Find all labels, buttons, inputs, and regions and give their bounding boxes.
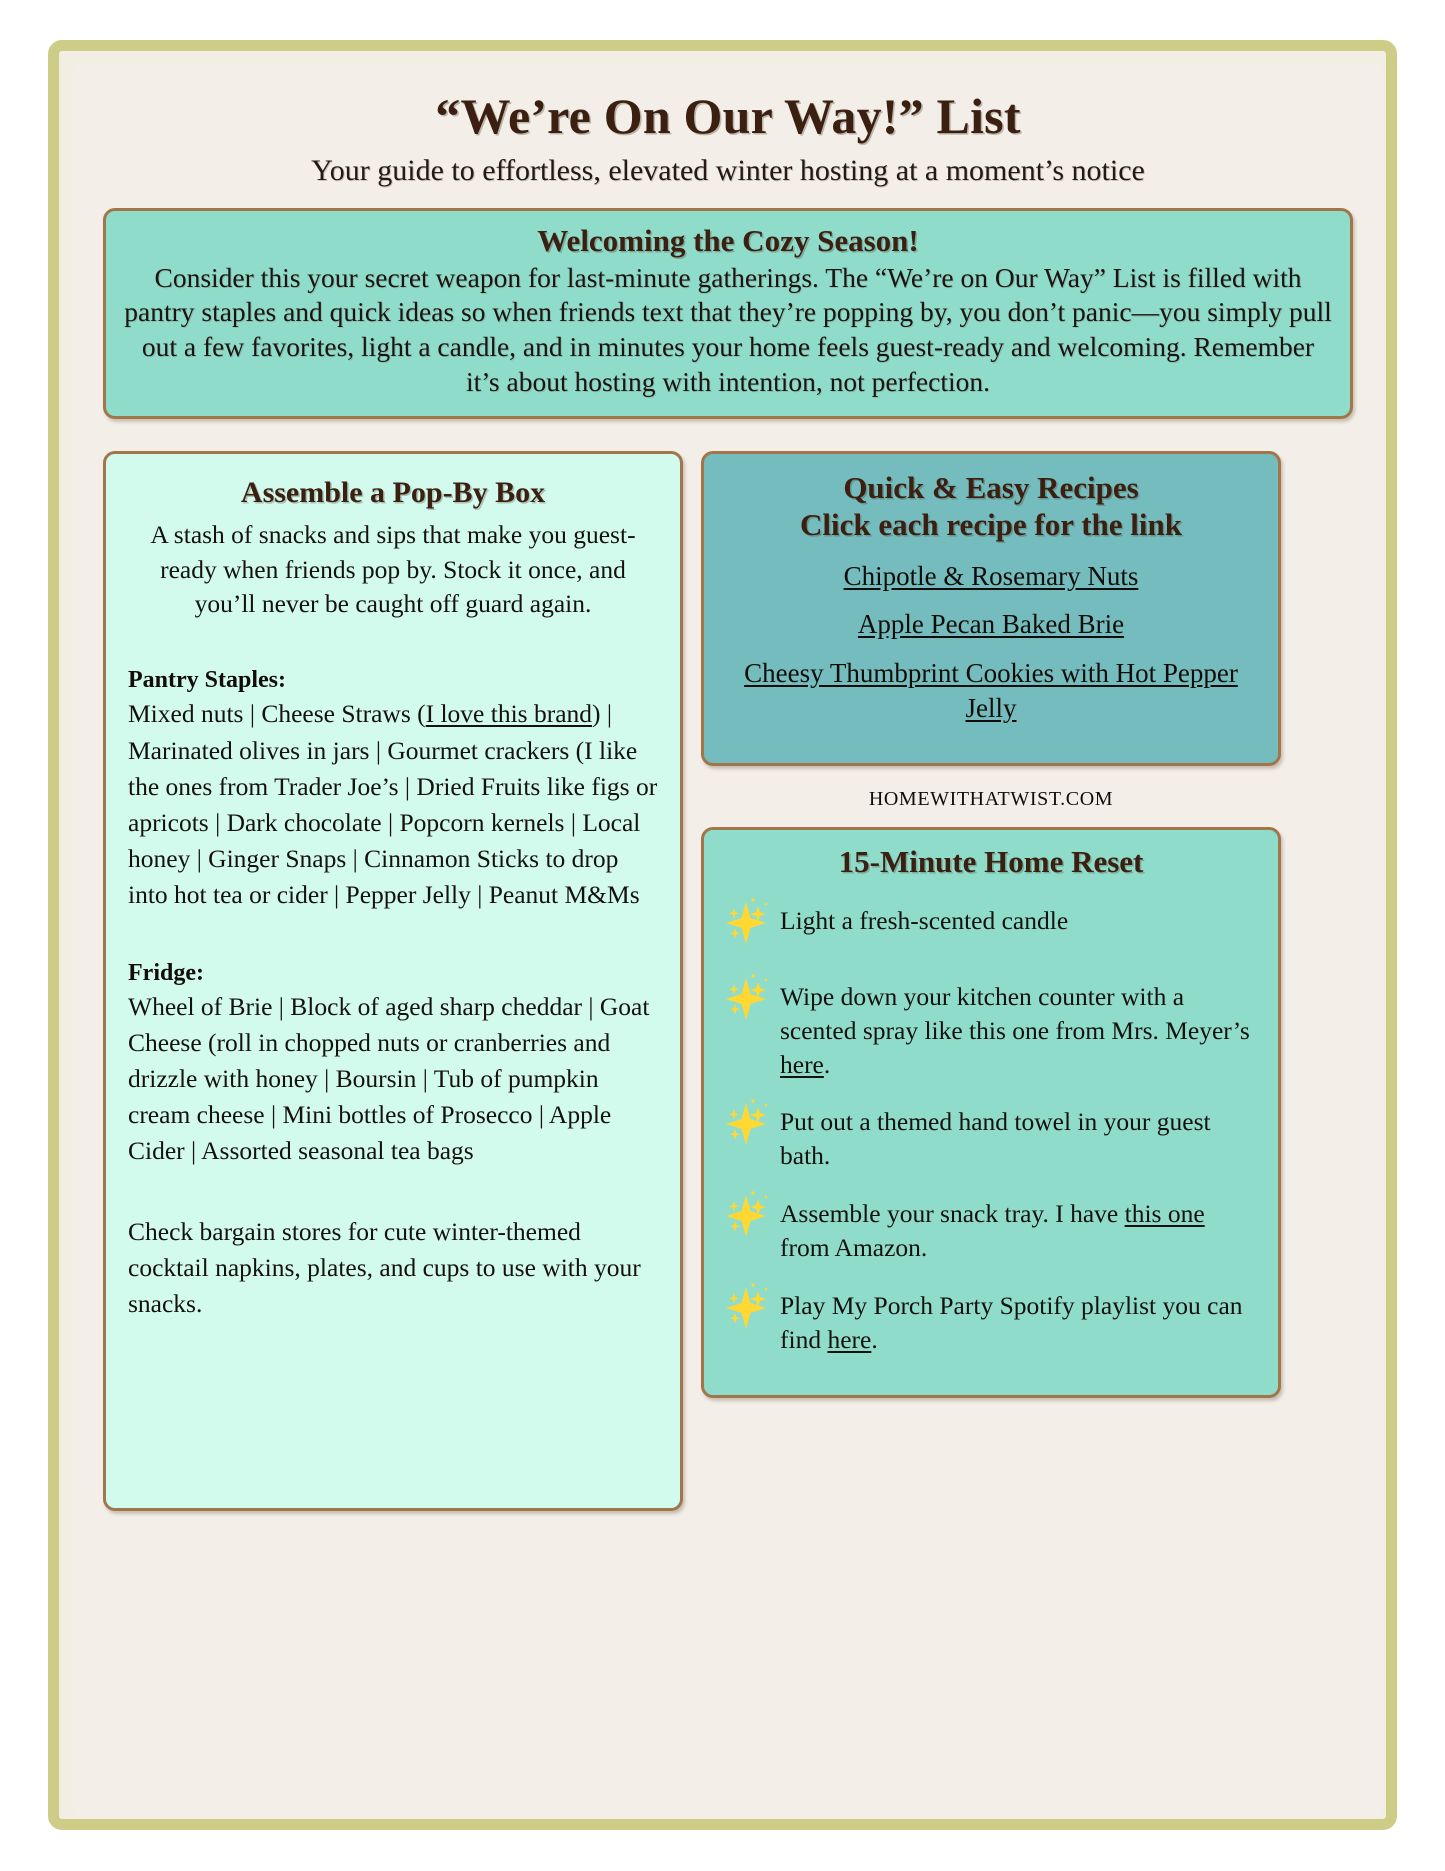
reset-text-pre: Play My Porch Party Spotify playlist you can find: [780, 1291, 1243, 1354]
page-sheet: [72, 64, 1384, 1816]
recipes-title: [724, 470, 1258, 543]
reset-item-text: [780, 898, 1068, 938]
recipe-link-apple-pecan-baked-brie[interactable]: Apple Pecan Baked Brie: [857, 609, 1125, 640]
pantry-staples-list: [128, 696, 658, 913]
reset-item-text: [780, 1283, 1260, 1357]
reset-text-post: from Amazon.: [780, 1233, 928, 1263]
left-column: [103, 451, 683, 1511]
reset-item-text: [780, 1099, 1260, 1173]
right-column: [701, 451, 1281, 1398]
bargain-store-note: Check bargain stores for cute winter-themed cocktail napkins, plates, and cups to use with your snacks.: [128, 1216, 641, 1319]
pantry-text-before-link: Mixed nuts | Cheese Straws (: [128, 699, 426, 729]
recipe-link-cheesy-thumbprint-cookies[interactable]: Cheesy Thumbprint Cookies with Hot Pepper Jelly: [744, 657, 1238, 723]
reset-text-pre: Wipe down your kitchen counter with a scented spray like this one from Mrs. Meyer’s: [780, 981, 1250, 1045]
sparkle-icon: [722, 970, 774, 1028]
reset-item: [722, 1191, 1260, 1265]
reset-text-post: .: [823, 1049, 831, 1079]
welcome-card: [103, 208, 1353, 420]
sparkle-icon: [722, 1279, 774, 1337]
reset-text-pre: Light a fresh-scented candle: [780, 905, 1069, 935]
reset-item: [722, 1099, 1260, 1173]
home-reset-card: [701, 827, 1281, 1398]
reset-text-pre: Put out a themed hand towel in your guest bath.: [780, 1107, 1211, 1171]
recipes-card: [701, 451, 1281, 766]
pantry-staples-label: Pantry Staples:: [128, 667, 286, 694]
content-columns: [98, 451, 1358, 1511]
recipes-title-line2: Click each recipe for the link: [799, 506, 1182, 542]
reset-item-text: [780, 1191, 1260, 1265]
reset-item: [722, 898, 1260, 956]
welcome-title: Welcoming the Cozy Season!: [537, 222, 919, 258]
cheese-straws-brand-link[interactable]: I love this brand: [425, 699, 593, 729]
site-url: HOMEWITHATWIST.COM: [868, 787, 1114, 810]
pop-by-box-title: Assemble a Pop-By Box: [240, 476, 546, 510]
pop-by-box-intro: A stash of snacks and sips that make you guest-ready when friends pop by. Stock it once, and you’ll never be caught off guard again.: [150, 520, 636, 619]
spotify-playlist-link[interactable]: here: [827, 1324, 872, 1354]
page-title: “We’re On Our Way!” List: [435, 88, 1021, 144]
reset-item-text: [780, 974, 1260, 1082]
mrs-meyers-spray-link[interactable]: here: [780, 1049, 824, 1079]
home-reset-title: 15-Minute Home Reset: [838, 843, 1144, 879]
reset-text-pre: Assemble your snack tray. I have: [780, 1199, 1125, 1229]
reset-text-post: .: [871, 1324, 878, 1354]
reset-item: [722, 1283, 1260, 1357]
pop-by-box-card: [103, 451, 683, 1511]
page-subtitle: Your guide to effortless, elevated winter hosting at a moment’s notice: [311, 154, 1145, 187]
reset-item: [722, 974, 1260, 1082]
sparkle-icon: [722, 1187, 774, 1245]
recipe-link-chipotle-rosemary-nuts[interactable]: Chipotle & Rosemary Nuts: [843, 561, 1139, 592]
welcome-body: Consider this your secret weapon for last-minute gatherings. The “We’re on Our Way” List is filled with pantry staples and quick ideas so when friends text that they’re popping by, you don’t panic—you simply pull out a few favorites, light a candle, and in minutes your home feels guest-ready and welcoming. Remember it’s about hosting with intention, not perfection.: [124, 261, 1332, 398]
recipes-title-line1: Quick & Easy Recipes: [843, 470, 1139, 506]
sparkle-icon: [722, 1095, 774, 1153]
pantry-text-after-link: ) | Marinated olives in jars | Gourmet crackers (I like the ones from Trader Joe’s | Dried Fruits like figs or apricots | Dark chocolate | Popcorn kernels | Local honey | Ginger Snaps | Cinnamon Sticks to drop into hot tea or cider | Pepper Jelly | Peanut M&Ms: [128, 699, 658, 910]
fridge-list: Wheel of Brie | Block of aged sharp cheddar | Goat Cheese (roll in chopped nuts or cranberries and drizzle with honey | Boursin | Tub of pumpkin cream cheese | Mini bottles of Prosecco | Apple Cider | Assorted seasonal tea bags: [128, 991, 650, 1166]
snack-tray-amazon-link[interactable]: this one: [1124, 1199, 1205, 1229]
fridge-label: Fridge:: [128, 959, 204, 986]
sparkle-icon: [722, 894, 774, 952]
page-frame: [48, 40, 1397, 1830]
